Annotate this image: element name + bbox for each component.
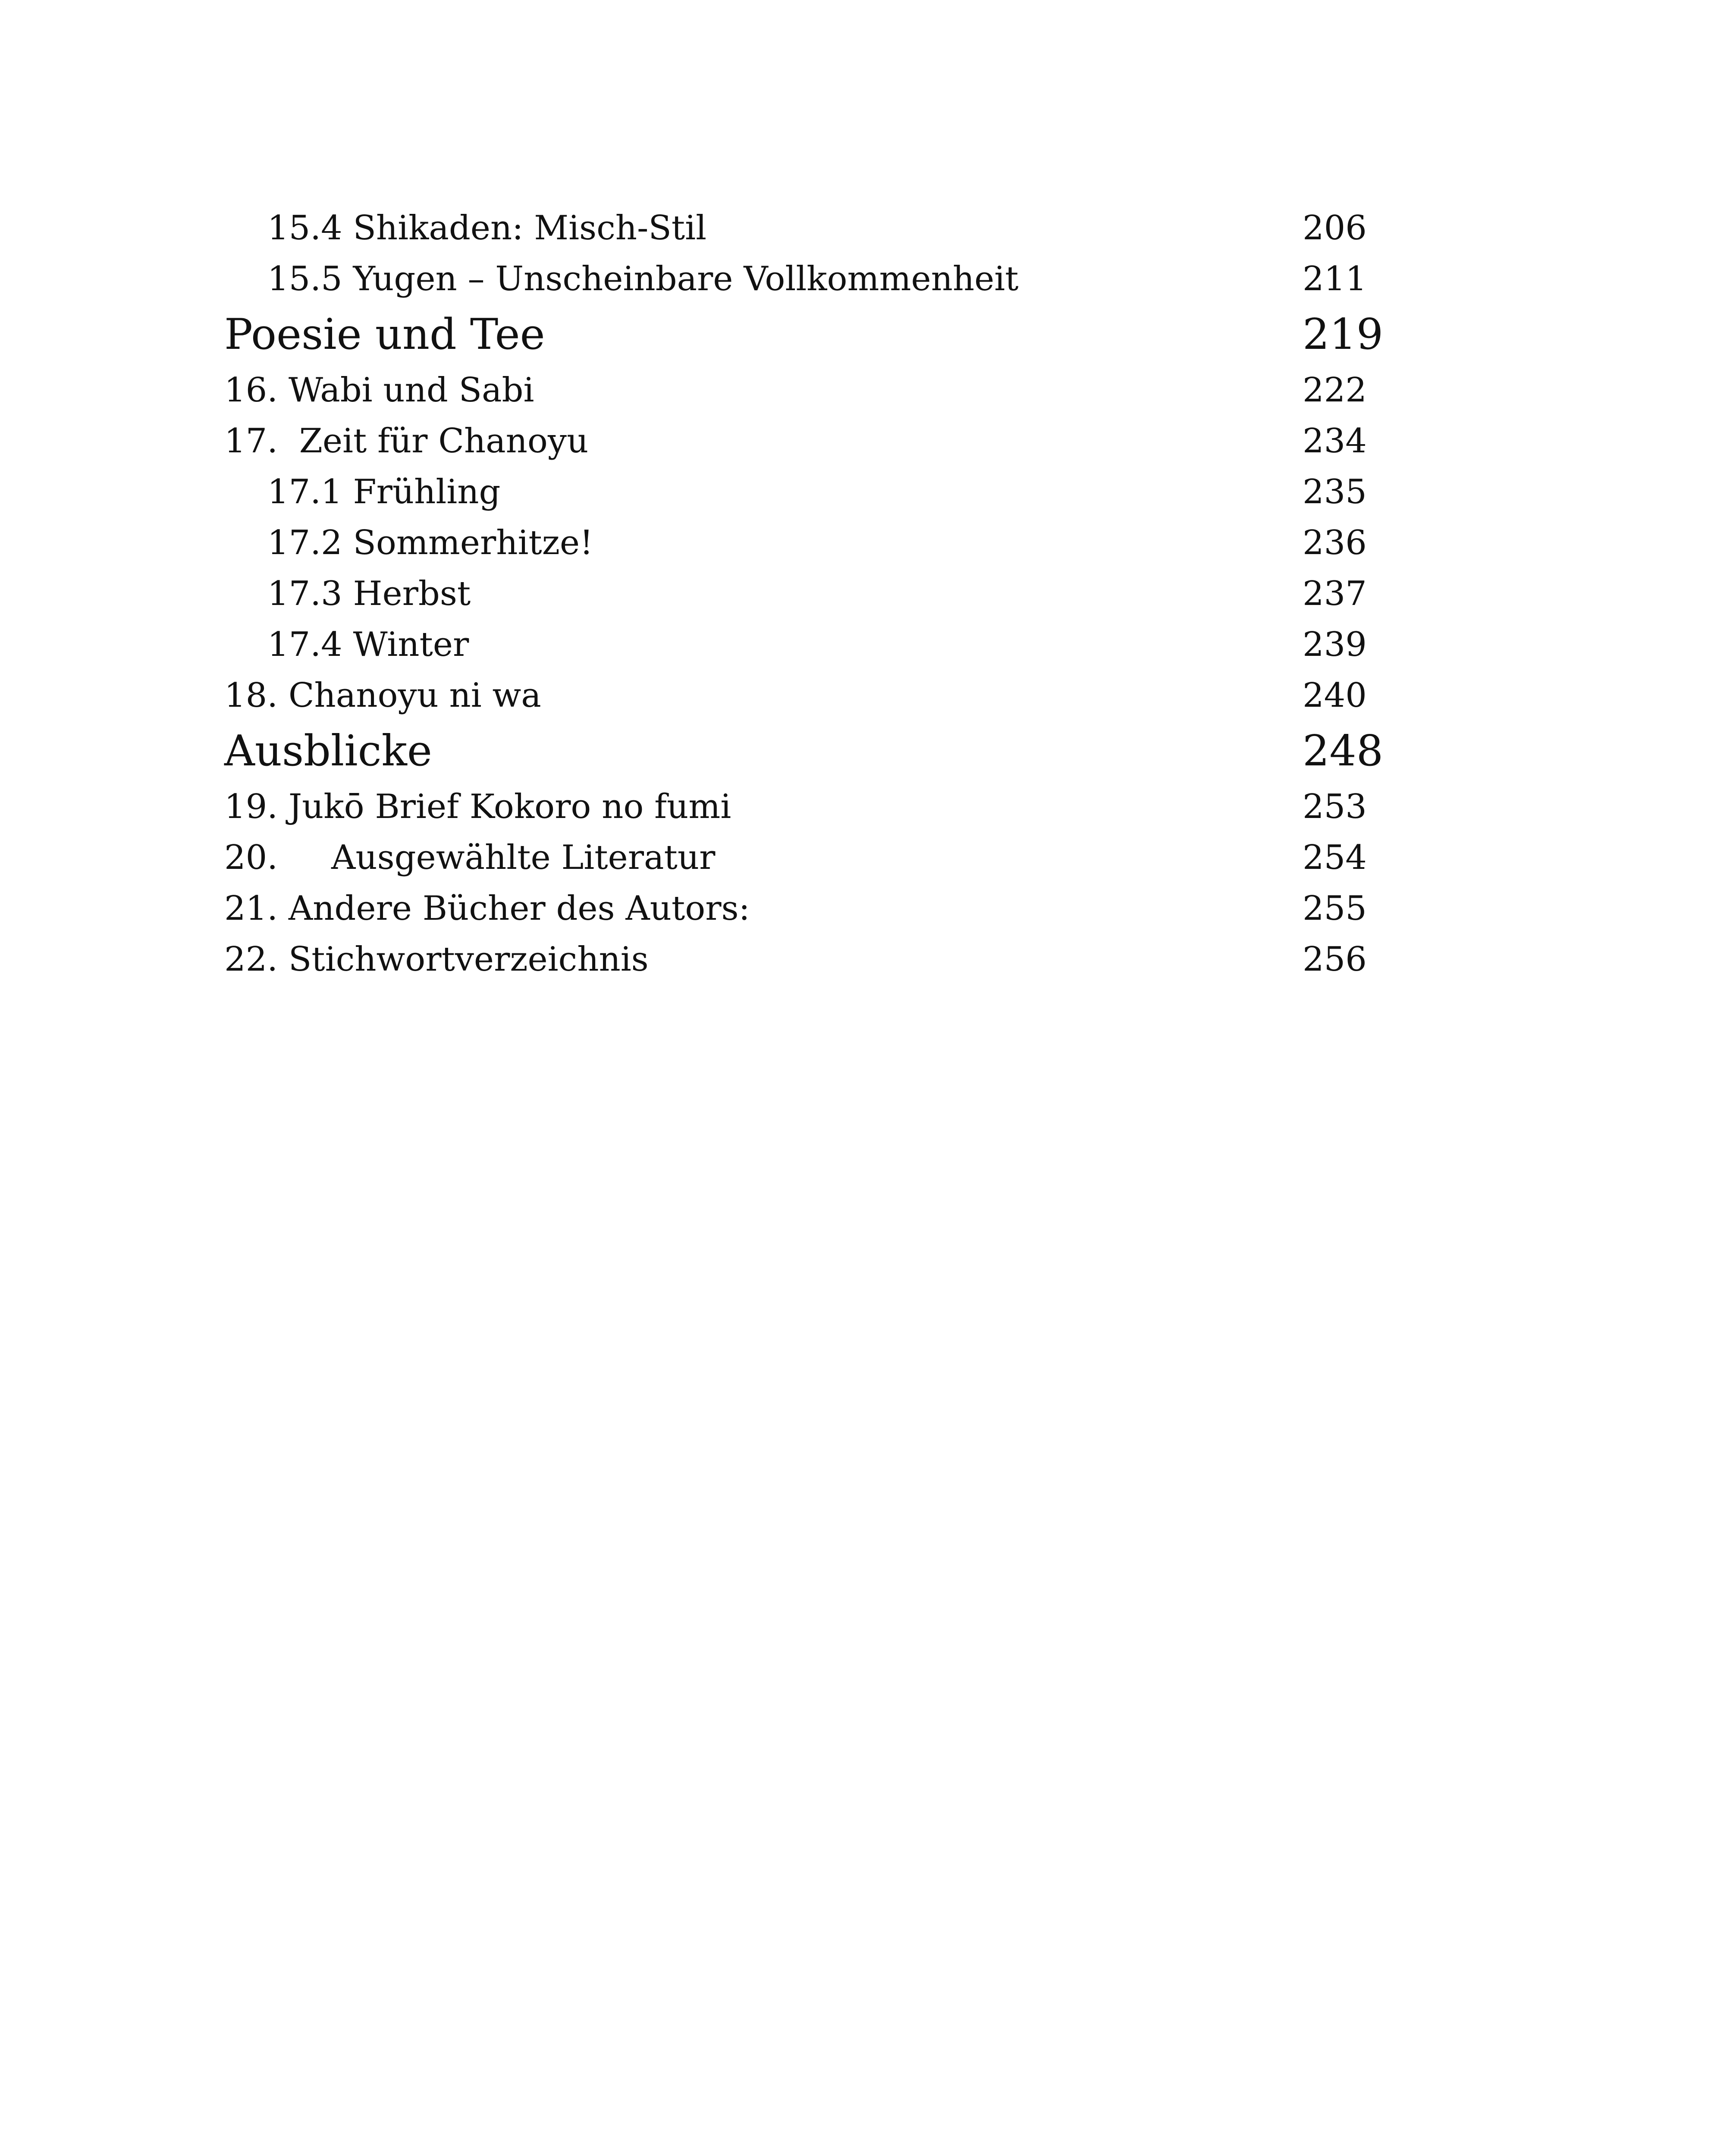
- toc-entry: [224, 619, 1389, 670]
- toc-entry-title: 22. Stichwortverzeichnis: [224, 940, 649, 979]
- toc-part-page: 248: [1303, 727, 1384, 776]
- toc-entry-page: 206: [1303, 209, 1367, 248]
- toc-entry-title: 15.4 Shikaden: Misch-Stil: [267, 209, 707, 248]
- toc-part-title: Ausblicke: [224, 727, 432, 776]
- toc-entry-title: 17.4 Winter: [267, 625, 469, 664]
- toc-entry-title: 15.5 Yugen – Unscheinbare Vollkommenheit: [267, 260, 1019, 298]
- toc-part-heading: [224, 304, 1389, 365]
- toc-entry-page: 253: [1303, 787, 1367, 826]
- table-of-contents: [224, 203, 1389, 985]
- toc-entry-title: 17. Zeit für Chanoyu: [224, 422, 589, 461]
- toc-entry-title: 19. Jukō Brief Kokoro no fumi: [224, 787, 732, 826]
- toc-entry-page: 222: [1303, 371, 1367, 410]
- toc-entry: [224, 568, 1389, 619]
- toc-entry-title: 18. Chanoyu ni wa: [224, 676, 541, 715]
- toc-entry: [224, 254, 1389, 304]
- toc-entry: [224, 670, 1389, 721]
- toc-entry-page: 239: [1303, 625, 1367, 664]
- toc-entry-page: 234: [1303, 422, 1367, 461]
- toc-entry-page: 237: [1303, 574, 1367, 613]
- toc-part-title: Poesie und Tee: [224, 310, 545, 359]
- toc-entry: [224, 416, 1389, 467]
- toc-entry: [224, 934, 1389, 985]
- toc-entry: [224, 467, 1389, 517]
- toc-part-heading: [224, 721, 1389, 781]
- toc-entry-title: 20. Ausgewählte Literatur: [224, 838, 716, 877]
- toc-part-page: 219: [1303, 310, 1384, 359]
- toc-entry-page: 236: [1303, 523, 1367, 562]
- toc-entry: [224, 883, 1389, 934]
- toc-entry-page: 235: [1303, 473, 1367, 511]
- toc-entry-page: 240: [1303, 676, 1367, 715]
- toc-entry-page: 256: [1303, 940, 1367, 979]
- toc-entry-page: 211: [1303, 260, 1367, 298]
- toc-entry-title: 16. Wabi und Sabi: [224, 371, 534, 410]
- toc-entry: [224, 832, 1389, 883]
- toc-entry-title: 21. Andere Bücher des Autors:: [224, 889, 750, 928]
- toc-entry: [224, 203, 1389, 254]
- toc-entry-title: 17.1 Frühling: [267, 473, 501, 511]
- toc-entry-title: 17.2 Sommerhitze!: [267, 523, 593, 562]
- toc-entry: [224, 517, 1389, 568]
- toc-entry-title: 17.3 Herbst: [267, 574, 471, 613]
- toc-entry: [224, 781, 1389, 832]
- toc-entry-page: 254: [1303, 838, 1367, 877]
- toc-entry-page: 255: [1303, 889, 1367, 928]
- toc-entry: [224, 365, 1389, 416]
